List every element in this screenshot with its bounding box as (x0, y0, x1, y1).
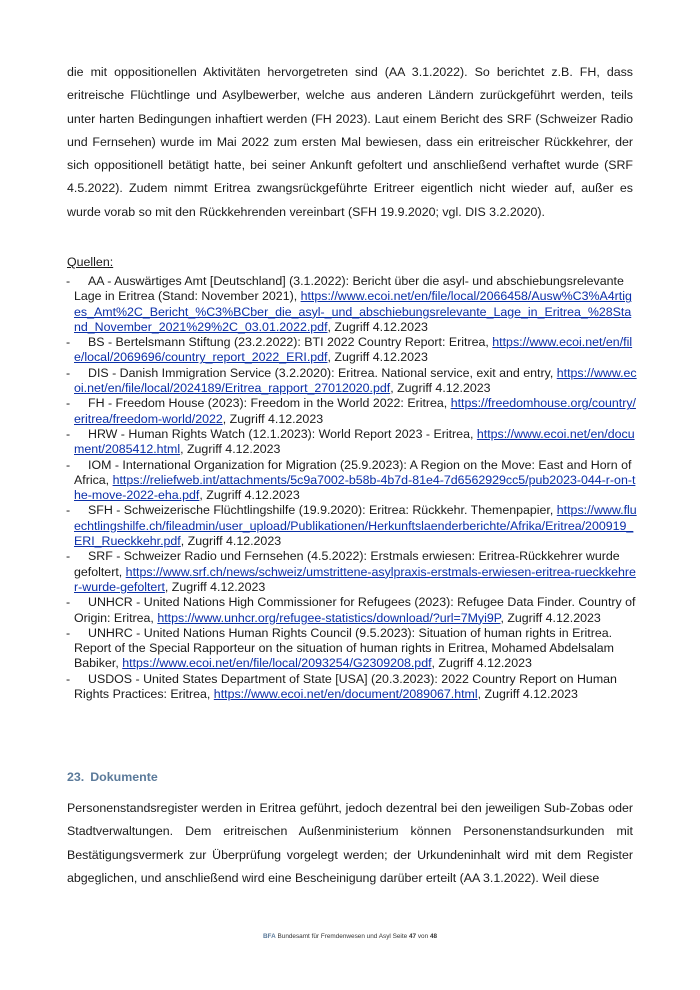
reference-link[interactable]: https://www.ecoi.net/en/file/local/2024189/Eritrea_rapport_27012020.pdf (74, 365, 637, 396)
reference-item (67, 335, 637, 366)
reference-link[interactable]: https://www.unhcr.org/refugee-statistics/download/?url=7Myi9P (157, 610, 501, 625)
reference-text: SFH - Schweizerische Flüchtlingshilfe (19.9.2020): Eritrea: Rückkehr. Themenpapier, (88, 503, 554, 518)
reference-link[interactable]: https://www.ecoi.net/en/document/2085412.html (74, 426, 635, 457)
footer-page-current: 47 (408, 933, 417, 940)
reference-text: HRW - Human Rights Watch (12.1.2023): World Report 2023 - Eritrea, (88, 426, 474, 441)
reference-text: DIS - Danish Immigration Service (3.2.2020): Eritrea. National service, exit and entry, (88, 365, 554, 380)
section-heading (67, 770, 158, 784)
reference-text: IOM - International Organization for Migration (25.9.2023): A Region on the Move: East and Horn of Africa, (74, 457, 632, 487)
reference-access-date: , Zugriff 4.12.2023 (222, 411, 324, 426)
list-dash: - (66, 457, 71, 472)
reference-access-date: , Zugriff 4.12.2023 (199, 488, 300, 503)
reference-text: UNHRC - United Nations Human Rights Council (9.5.2023): Situation of human rights in Eritrea. Report of the Special Rapporteur on the situation of human rights in Eritrea, Mohamed Abdelsalam Babiker, (74, 625, 614, 671)
list-dash: - (66, 335, 71, 350)
reference-item (67, 427, 637, 458)
reference-access-date: , Zugriff 4.12.2023 (327, 319, 428, 334)
reference-access-date: , Zugriff 4.12.2023 (180, 442, 281, 457)
reference-item (67, 672, 637, 703)
reference-link[interactable]: https://www.srf.ch/news/schweiz/umstrittene-asylpraxis-erstmals-erwiesen-eritrea-rueckkehrer-wurde-gefoltert (74, 564, 636, 594)
reference-text: UNHCR - United Nations High Commissioner for Refugees (2023): Refugee Data Finder. Country of Origin: Eritrea, (74, 595, 636, 625)
reference-text: FH - Freedom House (2023): Freedom in the World 2022: Eritrea, (88, 396, 448, 411)
reference-text: USDOS - United States Department of State [USA] (20.3.2023): 2022 Country Report on Human Rights Practices: Eritrea, (74, 671, 617, 702)
list-dash: - (66, 671, 71, 686)
body-paragraph-bottom: Personenstandsregister werden in Eritrea geführt, jedoch dezentral bei den jeweiligen Sub-Zobas oder Stadtverwaltungen. Dem eritreischen Außenministerium können Personenstandsurkunden mit Bestätigungsvermerk zur Überprüfung vorgelegt werden; der Urkundeninhalt wird mit dem Register abgeglichen, und anschließend wird eine Bescheinigung darüber erteilt (AA 3.1.2022). Weil diese (67, 801, 633, 885)
section-title: Dokumente (90, 770, 158, 784)
footer-page-total: 48 (429, 933, 438, 940)
reference-list (67, 274, 637, 702)
list-dash: - (66, 549, 71, 564)
reference-access-date: , Zugriff 4.12.2023 (500, 610, 601, 625)
reference-link[interactable]: https://freedomhouse.org/country/eritrea/freedom-world/2022 (74, 396, 636, 426)
section-number: 23. (67, 770, 85, 784)
list-dash: - (66, 503, 71, 518)
reference-link[interactable]: https://www.ecoi.net/en/document/2089067.html (213, 687, 478, 702)
page-footer (0, 933, 700, 940)
reference-text: SRF - Schweizer Radio und Fernsehen (4.5.2022): Erstmals erwiesen: Eritrea-Rückkehrer wurde gefoltert, (74, 549, 620, 579)
footer-page-word: Seite (392, 933, 408, 940)
reference-text: BS - Bertelsmann Stiftung (23.2.2022): BTI 2022 Country Report: Eritrea, (88, 335, 489, 350)
reference-item (67, 595, 637, 626)
reference-link[interactable]: https://reliefweb.int/attachments/5c9a7002-b58b-4b7d-81e4-7d6562929cc5/pub2023-044-r-on-the-move-2022-eha.pdf (74, 472, 636, 503)
reference-link[interactable]: https://www.fluechtlingshilfe.ch/fileadmin/user_upload/Publikationen/Herkunftslaenderberichte/Afrika/Eritrea/200919_ERI_Rueckkehr.pdf (74, 503, 637, 549)
footer-of-word: von (417, 933, 429, 940)
reference-link[interactable]: https://www.ecoi.net/en/file/local/2093254/G2309208.pdf (122, 656, 432, 671)
body-paragraph-top: die mit oppositionellen Aktivitäten hervorgetreten sind (AA 3.1.2022). So berichtet z.B. FH, dass eritreische Flüchtlinge und Asylbewerber, welche aus anderen Ländern zurückgeführt werden, teils unter harten Bedingungen inhaftiert werden (FH 2023). Laut einem Bericht des SRF (Schweizer Radio und Fernsehen) wurde im Mai 2022 zum ersten Mal bewiesen, dass ein eritreischer Rückkehrer, der sich oppositionell betätigt hatte, bei seiner Ankunft gefoltert und anschließend verhaftet wurde (SRF 4.5.2022). Zudem nimmt Eritrea zwangsrückgeführte Eritreer eigentlich nicht wieder auf, außer es wurde vorab so mit den Rückkehrenden vereinbart (SFH 19.9.2020; vgl. DIS 3.2.2020). (67, 65, 633, 219)
reference-link[interactable]: https://www.ecoi.net/en/file/local/2069696/country_report_2022_ERI.pdf (74, 335, 633, 365)
footer-org: Bundesamt für Fremdenwesen und Asyl (277, 933, 391, 940)
reference-access-date: , Zugriff 4.12.2023 (477, 687, 578, 702)
footer-brand: BFA (262, 933, 276, 940)
list-dash: - (66, 426, 71, 441)
reference-item (67, 503, 637, 549)
reference-link[interactable]: https://www.ecoi.net/en/file/local/2066458/Ausw%C3%A4rtiges_Amt%2C_Bericht_%C3%BCber_die_asyl-_und_abschiebungsrelevante_Lage_in_Eritrea_%28Stand_November_2021%29%2C_03.01.2022.pdf (74, 289, 632, 334)
reference-access-date: , Zugriff 4.12.2023 (180, 534, 282, 549)
list-dash: - (66, 625, 71, 640)
reference-access-date: , Zugriff 4.12.2023 (164, 579, 266, 594)
reference-item (67, 396, 637, 427)
list-dash: - (66, 365, 71, 380)
reference-item (67, 626, 637, 672)
reference-item (67, 549, 637, 595)
reference-access-date: , Zugriff 4.12.2023 (390, 381, 491, 396)
list-dash: - (66, 396, 71, 411)
reference-access-date: , Zugriff 4.12.2023 (431, 656, 532, 671)
reference-item (67, 274, 637, 335)
reference-text: AA - Auswärtiges Amt [Deutschland] (3.1.2022): Bericht über die asyl- und abschiebungsrelevante Lage in Eritrea (Stand: November 2021), (74, 274, 624, 304)
list-dash: - (66, 595, 71, 610)
reference-item (67, 458, 637, 504)
sources-label: Quellen: (67, 255, 114, 269)
reference-item (67, 366, 637, 397)
reference-access-date: , Zugriff 4.12.2023 (327, 350, 428, 365)
list-dash: - (66, 274, 71, 288)
